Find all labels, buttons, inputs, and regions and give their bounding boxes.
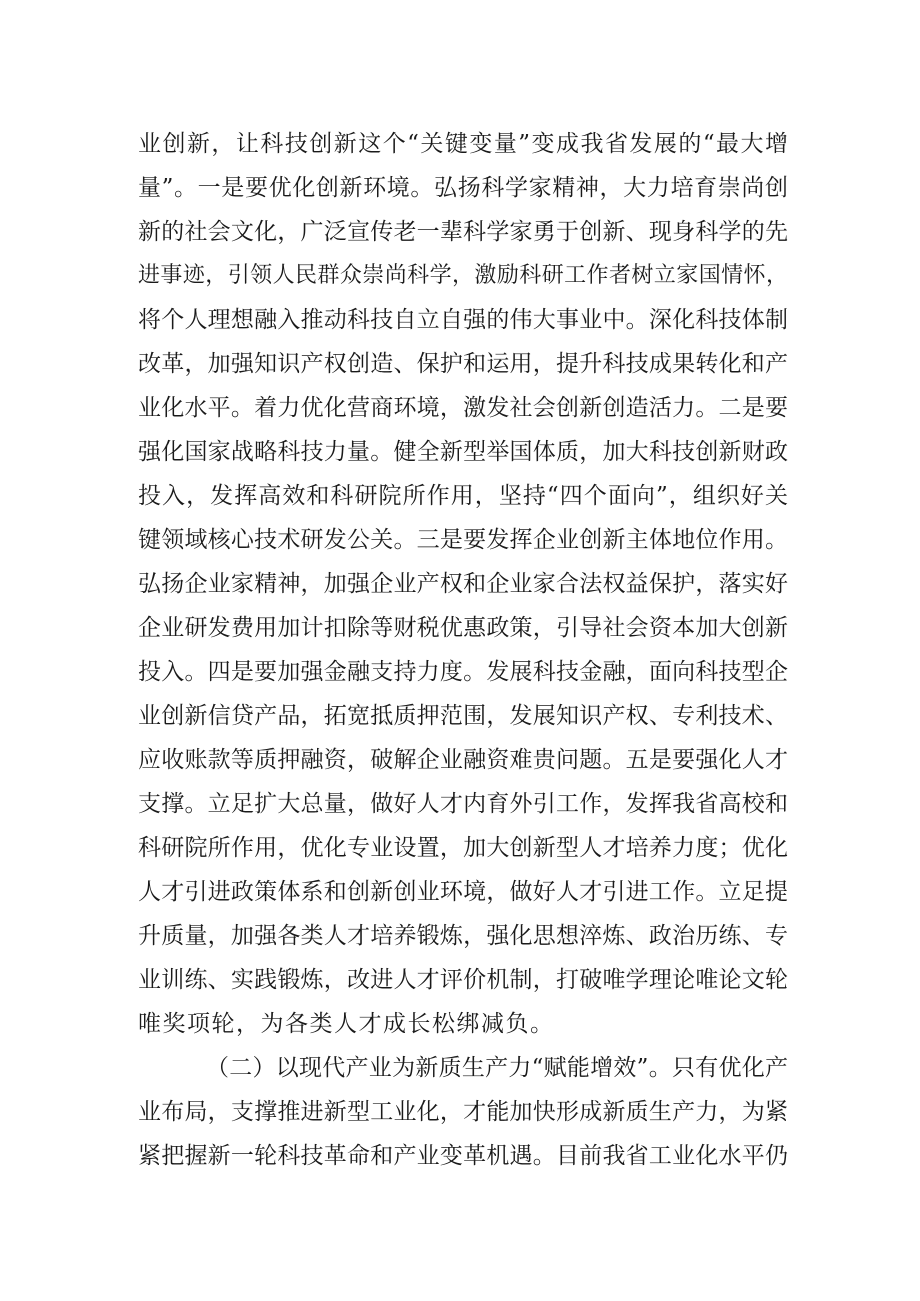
paragraph-line: 量”。一是要优化创新环境。弘扬科学家精神，大力培育崇尚创: [138, 175, 788, 201]
paragraph-line: 企业研发费用加计扣除等财税优惠政策，引导社会资本加大创新: [138, 615, 788, 641]
paragraph-line: 改革，加强知识产权创造、保护和运用，提升科技成果转化和产: [138, 351, 788, 377]
paragraph-line: 唯奖项轮，为各类人才成长松绑减负。: [138, 1011, 555, 1037]
paragraph-line: 业创新，让科技创新这个“关键变量”变成我省发展的“最大增: [138, 131, 788, 157]
paragraph-line: 进事迹，引领人民群众崇尚科学，激励科研工作者树立家国情怀，: [138, 263, 788, 288]
paragraph-line: 业化水平。着力优化营商环境，激发社会创新创造活力。二是要: [138, 395, 788, 421]
paragraph-line: 新的社会文化，广泛宣传老一辈科学家勇于创新、现身科学的先: [138, 219, 788, 245]
paragraph-line: 科研院所作用，优化专业设置，加大创新型人才培养力度；优化: [138, 835, 788, 861]
paragraph-line: 键领域核心技术研发公关。三是要发挥企业创新主体地位作用。: [138, 527, 788, 553]
paragraph-line: 业创新信贷产品，拓宽抵质押范围，发展知识产权、专利技术、: [138, 703, 788, 729]
section-heading-line: （二）以现代产业为新质生产力“赋能增效”。只有优化产: [206, 1055, 788, 1081]
paragraph-line: 升质量，加强各类人才培养锻炼，强化思想淬炼、政治历练、专: [138, 923, 788, 949]
paragraph-line: 紧把握新一轮科技革命和产业变革机遇。目前我省工业化水平仍: [138, 1143, 788, 1169]
paragraph-line: 弘扬企业家精神，加强企业产权和企业家合法权益保护，落实好: [138, 571, 788, 597]
paragraph-line: 投入，发挥高效和科研院所作用，坚持“四个面向”，组织好关: [138, 483, 788, 509]
paragraph-line: 应收账款等质押融资，破解企业融资难贵问题。五是要强化人才: [138, 747, 788, 773]
paragraph-line: 支撑。立足扩大总量，做好人才内育外引工作，发挥我省高校和: [138, 791, 788, 817]
paragraph-line: 将个人理想融入推动科技自立自强的伟大事业中。深化科技体制: [138, 307, 788, 333]
paragraph-line: 业训练、实践锻炼，改进人才评价机制，打破唯学理论唯论文轮: [138, 967, 788, 993]
paragraph-line: 投入。四是要加强金融支持力度。发展科技金融，面向科技型企: [138, 659, 788, 685]
paragraph-line: 人才引进政策体系和创新创业环境，做好人才引进工作。立足提: [138, 879, 788, 905]
paragraph-line: 业布局，支撑推进新型工业化，才能加快形成新质生产力，为紧: [138, 1099, 788, 1125]
paragraph-line: 强化国家战略科技力量。健全新型举国体质，加大科技创新财政: [138, 439, 788, 465]
